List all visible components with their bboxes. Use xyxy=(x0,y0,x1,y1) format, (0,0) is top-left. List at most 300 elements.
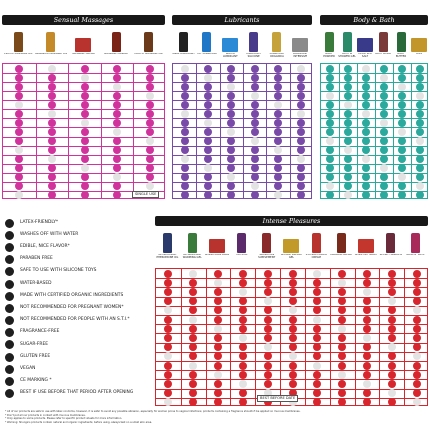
symbol-marker-on xyxy=(164,334,172,342)
symbol-marker-on xyxy=(274,92,282,100)
symbol-marker-on xyxy=(189,389,197,397)
symbol-marker-on xyxy=(413,389,421,397)
product-cell xyxy=(67,27,100,60)
symbol-marker-on xyxy=(313,371,321,379)
grid-col-line xyxy=(266,64,267,198)
symbol-marker-on xyxy=(227,146,235,154)
symbol-marker-on xyxy=(113,146,121,154)
symbol-marker-on xyxy=(413,362,421,370)
symbol-marker-on xyxy=(338,352,346,360)
symbol-marker-on xyxy=(189,343,197,351)
symbol-marker-on xyxy=(251,110,259,118)
symbol-marker-on xyxy=(146,164,154,172)
symbol-marker-on xyxy=(297,74,305,82)
symbol-marker-on xyxy=(15,92,23,100)
symbol-marker-on xyxy=(164,343,172,351)
grid-row-line xyxy=(321,109,427,110)
grid-row-line xyxy=(321,118,427,119)
symbol-marker-on xyxy=(251,83,259,91)
product-image xyxy=(386,233,395,253)
symbol-marker-on xyxy=(48,137,56,145)
symbol-marker-off xyxy=(189,362,197,370)
symbol-marker-off xyxy=(326,182,334,190)
symbol-marker-on xyxy=(313,334,321,342)
grid-col-line xyxy=(243,64,244,198)
symbol-marker-on xyxy=(146,83,154,91)
product-image xyxy=(325,32,334,52)
symbol-marker-on xyxy=(338,316,346,324)
product-cell xyxy=(410,27,428,60)
symbol-marker-on xyxy=(227,191,235,199)
symbol-marker-off xyxy=(398,173,406,181)
symbol-marker-off xyxy=(81,74,89,82)
symbol-marker-on xyxy=(326,119,334,127)
symbol-marker-on xyxy=(204,83,212,91)
symbol-marker-off xyxy=(251,92,259,100)
symbol-marker-off xyxy=(344,146,352,154)
section-title-sensual: Sensual Massages xyxy=(53,16,114,24)
symbol-marker-off xyxy=(398,83,406,91)
symbol-marker-on xyxy=(297,191,305,199)
product-label: APHRODISIAC WARMING GEL xyxy=(182,254,202,259)
best-use-icon xyxy=(5,389,14,398)
symbol-marker-on xyxy=(326,83,334,91)
symbol-marker-on xyxy=(289,279,297,287)
product-label: STAYING POWER CREAM xyxy=(305,254,327,259)
product-image xyxy=(112,32,121,52)
grid-row-line xyxy=(321,173,427,174)
latex-icon xyxy=(5,219,14,228)
symbol-marker-on xyxy=(214,352,222,360)
symbol-marker-on xyxy=(251,146,259,154)
symbol-marker-on xyxy=(227,182,235,190)
legend-item xyxy=(5,302,155,314)
symbol-marker-off xyxy=(326,137,334,145)
symbol-marker-on xyxy=(204,137,212,145)
symbol-marker-on xyxy=(264,362,272,370)
symbol-marker-off xyxy=(344,101,352,109)
symbol-marker-on xyxy=(313,380,321,388)
symbol-marker-on xyxy=(251,173,259,181)
symbol-marker-on xyxy=(189,297,197,305)
symbol-marker-on xyxy=(338,389,346,397)
symbol-marker-on xyxy=(15,65,23,73)
grid-col-line xyxy=(68,64,69,198)
symbol-marker-on xyxy=(363,325,371,333)
grid-row-line xyxy=(321,73,427,74)
symbol-marker-on xyxy=(274,182,282,190)
silicone-icon xyxy=(5,267,14,276)
symbol-marker-off xyxy=(380,74,388,82)
legend-label: NOT RECOMMENDED FOR PREGNANT WOMEN* xyxy=(20,305,124,310)
symbol-marker-on xyxy=(344,155,352,163)
symbol-marker-on xyxy=(204,173,212,181)
grid-col-line xyxy=(220,64,221,198)
symbol-marker-on xyxy=(274,110,282,118)
product-image xyxy=(343,32,352,52)
symbol-marker-on xyxy=(362,191,370,199)
paraben-icon xyxy=(5,255,14,264)
symbol-marker-on xyxy=(48,182,56,190)
symbol-marker-off xyxy=(363,334,371,342)
symbol-marker-on xyxy=(181,83,189,91)
symbol-marker-on xyxy=(189,334,197,342)
symbol-marker-on xyxy=(214,334,222,342)
grid-row-line xyxy=(321,82,427,83)
product-image xyxy=(379,32,388,52)
product-image xyxy=(249,32,258,52)
legend-item xyxy=(5,217,155,229)
symbol-marker-on xyxy=(264,316,272,324)
symbol-marker-on xyxy=(380,83,388,91)
symbol-marker-on xyxy=(344,137,352,145)
symbol-marker-on xyxy=(416,173,424,181)
grid-col-line xyxy=(196,64,197,198)
symbol-marker-on xyxy=(264,371,272,379)
symbol-marker-on xyxy=(313,352,321,360)
symbol-marker-on xyxy=(344,92,352,100)
symbol-marker-off xyxy=(398,128,406,136)
symbol-marker-on xyxy=(113,155,121,163)
symbol-marker-off xyxy=(362,155,370,163)
symbol-marker-on xyxy=(416,101,424,109)
symbol-marker-on xyxy=(326,128,334,136)
symbol-marker-on xyxy=(204,128,212,136)
symbol-marker-on xyxy=(363,343,371,351)
symbol-marker-on xyxy=(416,83,424,91)
symbol-marker-on xyxy=(398,191,406,199)
organic-icon xyxy=(5,292,14,301)
symbol-marker-on xyxy=(227,92,235,100)
symbol-marker-on xyxy=(388,362,396,370)
product-cell xyxy=(354,228,379,261)
symbol-marker-off xyxy=(15,101,23,109)
symbol-marker-off xyxy=(297,110,305,118)
symbol-marker-on xyxy=(380,128,388,136)
symbol-marker-off xyxy=(181,155,189,163)
symbol-marker-on xyxy=(416,110,424,118)
symbol-marker-off xyxy=(15,146,23,154)
symbol-marker-on xyxy=(297,83,305,91)
symbol-marker-on xyxy=(416,119,424,127)
symbol-marker-on xyxy=(227,65,235,73)
symbol-marker-on xyxy=(338,343,346,351)
product-label: BATH BOMB xyxy=(375,53,391,55)
product-image xyxy=(209,239,225,253)
product-label: BODY POWDER xyxy=(323,53,335,58)
symbol-marker-on xyxy=(274,128,282,136)
symbol-marker-on xyxy=(362,119,370,127)
product-label: WATER LUBRICANT xyxy=(222,53,238,58)
symbol-marker-on xyxy=(239,279,247,287)
symbol-marker-on xyxy=(146,119,154,127)
grid-col-line xyxy=(181,269,182,405)
product-label: MASSAGE CANDLE xyxy=(103,53,129,55)
symbol-marker-on xyxy=(164,279,172,287)
symbol-marker-on xyxy=(81,173,89,181)
symbol-marker-off xyxy=(264,343,272,351)
symbol-marker-on xyxy=(274,137,282,145)
grid-row-line xyxy=(321,137,427,138)
grid-row-line xyxy=(173,91,311,92)
symbol-marker-off xyxy=(413,398,421,406)
section-title-body-bath: Body & Bath xyxy=(353,16,395,24)
legend-item xyxy=(5,351,155,363)
legend-item xyxy=(5,363,155,375)
symbol-marker-off xyxy=(413,306,421,314)
product-label: LUBRICANT SILICONE xyxy=(246,53,261,58)
product-cell xyxy=(356,27,374,60)
symbol-marker-on xyxy=(189,371,197,379)
product-image xyxy=(337,233,346,253)
legend-label: WATER-BASED xyxy=(20,280,52,286)
symbol-marker-on xyxy=(239,325,247,333)
symbol-marker-on xyxy=(214,398,222,406)
grid-row-line xyxy=(173,118,311,119)
symbol-marker-on xyxy=(363,279,371,287)
legend-label: GLUTEN FREE xyxy=(20,353,51,359)
legend-item xyxy=(5,315,155,327)
symbol-marker-on xyxy=(297,101,305,109)
symbol-marker-off xyxy=(181,65,189,73)
product-image xyxy=(179,32,188,52)
grid-row-line xyxy=(173,146,311,147)
symbol-marker-on xyxy=(227,74,235,82)
symbol-marker-on xyxy=(326,101,334,109)
symbol-marker-on xyxy=(362,83,370,91)
vegan-icon xyxy=(5,365,14,374)
symbol-marker-on xyxy=(15,128,23,136)
symbol-marker-on xyxy=(15,137,23,145)
product-image xyxy=(202,32,211,52)
footnotes xyxy=(5,410,429,424)
symbol-marker-on xyxy=(81,101,89,109)
product-image xyxy=(411,233,420,253)
symbol-marker-on xyxy=(380,65,388,73)
section-banner-intense xyxy=(155,216,428,226)
grid-col-line xyxy=(305,269,306,405)
symbol-marker-on xyxy=(239,371,247,379)
sensual-note: SINGLE USE xyxy=(132,191,159,198)
symbol-marker-on xyxy=(164,270,172,278)
symbol-marker-on xyxy=(181,74,189,82)
symbol-marker-off xyxy=(239,288,247,296)
symbol-marker-on xyxy=(289,334,297,342)
symbol-marker-on xyxy=(326,65,334,73)
grid-col-line xyxy=(411,64,412,198)
symbol-marker-off xyxy=(274,146,282,154)
symbol-marker-on xyxy=(416,164,424,172)
symbol-marker-on xyxy=(164,389,172,397)
product-label: BATH & SHOWER GEL xyxy=(338,53,356,58)
symbol-marker-on xyxy=(239,306,247,314)
symbol-marker-on xyxy=(113,92,121,100)
symbol-marker-on xyxy=(362,92,370,100)
symbol-marker-on xyxy=(146,110,154,118)
symbol-marker-off xyxy=(413,352,421,360)
intense-note: BEST BEFORE DATE xyxy=(257,395,298,402)
symbol-marker-off xyxy=(388,343,396,351)
symbol-marker-off xyxy=(214,279,222,287)
product-label: SENSATIONS BALM xyxy=(204,254,230,256)
product-image xyxy=(397,32,406,52)
symbol-marker-off xyxy=(81,119,89,127)
symbol-marker-on xyxy=(363,306,371,314)
symbol-marker-on xyxy=(388,398,396,406)
symbol-marker-on xyxy=(362,173,370,181)
symbol-marker-on xyxy=(15,164,23,172)
symbol-marker-on xyxy=(113,164,121,172)
symbol-marker-on xyxy=(15,74,23,82)
symbol-marker-on xyxy=(81,83,89,91)
grid-row-line xyxy=(173,137,311,138)
product-image xyxy=(272,32,281,52)
symbol-marker-on xyxy=(239,343,247,351)
symbol-marker-on xyxy=(204,182,212,190)
symbol-marker-on xyxy=(214,343,222,351)
symbol-marker-off xyxy=(251,137,259,145)
symbol-marker-on xyxy=(274,119,282,127)
symbol-marker-on xyxy=(289,297,297,305)
grid-row-line xyxy=(321,127,427,128)
symbol-marker-on xyxy=(398,110,406,118)
symbol-marker-off xyxy=(189,270,197,278)
symbol-marker-on xyxy=(338,306,346,314)
symbol-marker-on xyxy=(297,92,305,100)
symbol-marker-off xyxy=(146,92,154,100)
symbol-marker-on xyxy=(204,65,212,73)
symbol-marker-on xyxy=(388,316,396,324)
symbol-marker-on xyxy=(413,343,421,351)
grid-col-line xyxy=(206,269,207,405)
symbol-marker-off xyxy=(264,297,272,305)
product-label: APHRODISIAC PHEROMONE OIL xyxy=(156,254,179,259)
water-based-icon xyxy=(5,280,14,289)
symbol-marker-on xyxy=(274,83,282,91)
symbol-marker-off xyxy=(164,352,172,360)
symbol-marker-on xyxy=(297,119,305,127)
symbol-marker-on xyxy=(274,155,282,163)
symbol-marker-on xyxy=(313,398,321,406)
product-label: SENSITIVE SPRAY xyxy=(354,254,378,256)
symbol-marker-on xyxy=(189,306,197,314)
symbol-marker-on xyxy=(313,389,321,397)
symbol-marker-on xyxy=(48,146,56,154)
lips-icon xyxy=(5,243,14,252)
symbol-marker-on xyxy=(113,101,121,109)
symbol-marker-off xyxy=(81,164,89,172)
symbol-marker-on xyxy=(398,119,406,127)
legend-label: SAFE TO USE WITH SILICONE TOYS xyxy=(20,268,97,274)
symbol-marker-on xyxy=(274,164,282,172)
product-cell xyxy=(265,27,288,60)
symbol-marker-on xyxy=(181,191,189,199)
symbol-marker-on xyxy=(227,137,235,145)
symbol-marker-on xyxy=(204,110,212,118)
symbol-marker-on xyxy=(398,137,406,145)
product-cell xyxy=(242,27,265,60)
symbol-marker-on xyxy=(239,362,247,370)
symbol-marker-off xyxy=(48,155,56,163)
legend-item xyxy=(5,327,155,339)
grid-col-line xyxy=(357,64,358,198)
legend-item xyxy=(5,375,155,387)
symbol-marker-on xyxy=(362,74,370,82)
symbol-marker-on xyxy=(413,279,421,287)
symbol-marker-on xyxy=(264,352,272,360)
symbol-marker-on xyxy=(363,371,371,379)
symbol-marker-on xyxy=(413,371,421,379)
grid-row-line xyxy=(173,155,311,156)
symbol-marker-on xyxy=(338,398,346,406)
symbol-marker-off xyxy=(164,398,172,406)
footnote: * Warning: Shunga's products contain natural and organic ingredients; before using, always test on a small skin area. xyxy=(5,420,153,424)
legend-label: FRAGRANCE-FREE xyxy=(20,329,60,335)
symbol-marker-on xyxy=(313,279,321,287)
symbol-marker-on xyxy=(189,279,197,287)
symbol-marker-on xyxy=(251,164,259,172)
product-label: RAIN OF LOVE xyxy=(406,254,425,256)
section-title-intense: Intense Pleasures xyxy=(262,217,321,225)
panel-sensual xyxy=(2,27,165,199)
symbol-marker-on xyxy=(48,173,56,181)
symbol-marker-on xyxy=(274,173,282,181)
symbol-marker-on xyxy=(164,371,172,379)
section-banner-sensual xyxy=(2,15,165,25)
product-grid xyxy=(320,63,428,199)
symbol-marker-on xyxy=(214,316,222,324)
symbol-marker-on xyxy=(181,128,189,136)
symbol-marker-on xyxy=(164,380,172,388)
sti-icon xyxy=(5,316,14,325)
symbol-marker-on xyxy=(338,288,346,296)
symbol-marker-on xyxy=(344,173,352,181)
symbol-marker-off xyxy=(251,182,259,190)
legend-item xyxy=(5,241,155,253)
symbol-marker-on xyxy=(326,155,334,163)
product-image xyxy=(262,233,271,253)
symbol-marker-off xyxy=(363,380,371,388)
product-cell xyxy=(304,228,329,261)
product-image xyxy=(144,32,153,52)
symbol-marker-on xyxy=(416,65,424,73)
legend-item xyxy=(5,254,155,266)
product-label: ORGANICA MASSAGE OIL xyxy=(34,53,68,55)
symbol-marker-on xyxy=(214,288,222,296)
symbol-marker-off xyxy=(416,92,424,100)
symbol-marker-on xyxy=(313,306,321,314)
symbol-marker-on xyxy=(297,146,305,154)
symbol-marker-on xyxy=(413,316,421,324)
symbol-marker-on xyxy=(146,155,154,163)
grid-row-line xyxy=(173,164,311,165)
symbol-marker-on xyxy=(326,164,334,172)
pregnant-icon xyxy=(5,304,14,313)
symbol-marker-on xyxy=(388,334,396,342)
symbol-marker-off xyxy=(204,164,212,172)
product-image xyxy=(14,32,23,52)
symbol-marker-on xyxy=(416,74,424,82)
symbol-marker-on xyxy=(313,343,321,351)
symbol-marker-on xyxy=(289,270,297,278)
symbol-marker-on xyxy=(239,389,247,397)
symbol-marker-on xyxy=(398,164,406,172)
legend-item xyxy=(5,339,155,351)
symbol-marker-on xyxy=(398,101,406,109)
symbol-marker-on xyxy=(413,380,421,388)
symbol-marker-on xyxy=(227,155,235,163)
symbol-marker-off xyxy=(113,128,121,136)
